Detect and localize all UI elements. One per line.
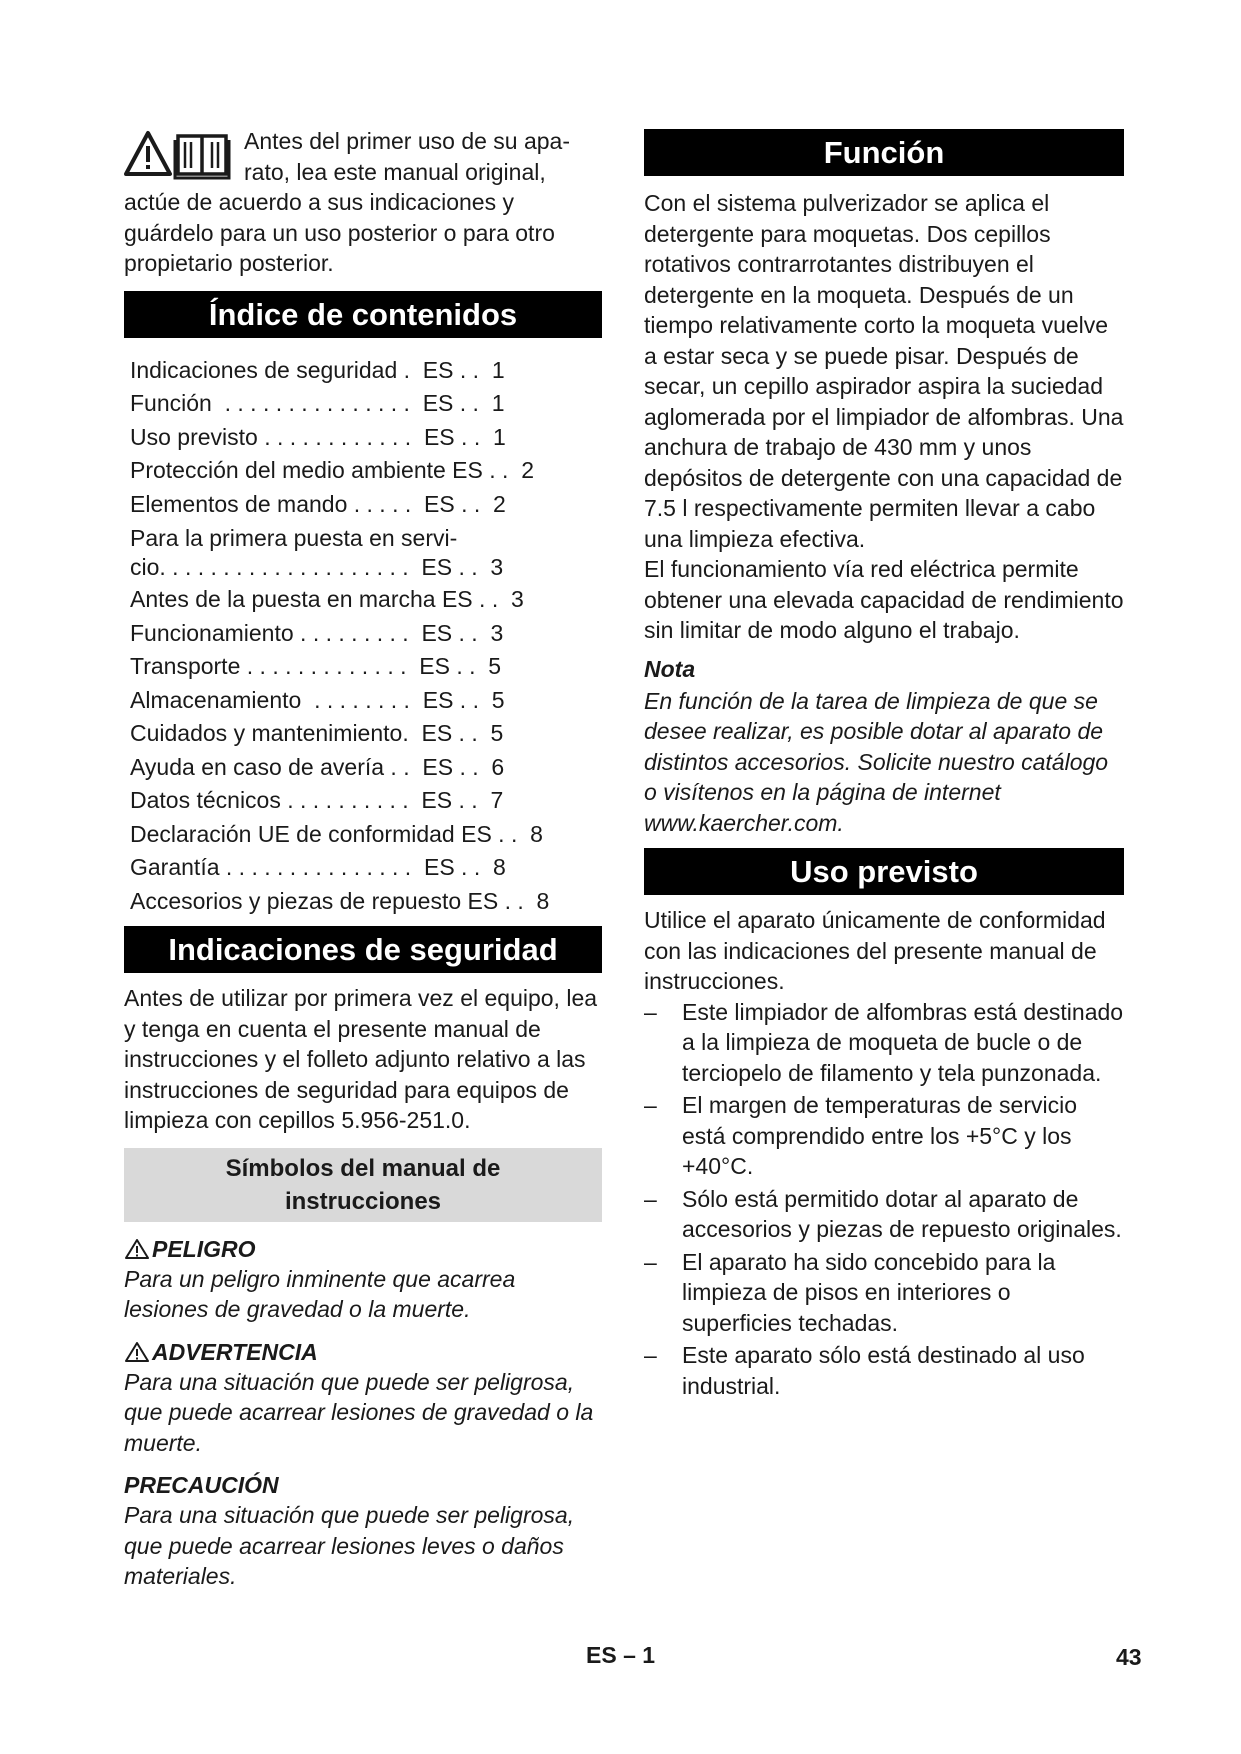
note-heading [644,654,1124,684]
peligro-text: Para un peligro inminente que acarrea lesiones de gravedad o la muerte. [124,1265,516,1322]
advertencia-label: ADVERTENCIA [152,1338,318,1365]
warning-triangle-icon [124,1238,150,1260]
intro-line-2: rato, lea este manual original, [244,158,546,185]
toc-entry[interactable]: Almacenamiento . . . . . . . . ES . . 5 [130,686,505,713]
safety-body: Antes de utilizar por primera vez el equipo, lea y tenga en cuenta el presente manual de instrucciones y el folleto adjunto relativo a las instrucciones de seguridad para equipos de limpieza con cepillos 5.956-251.0. [124,985,598,1133]
precaucion-label: PRECAUCIÓN [124,1472,279,1498]
toc-entry[interactable]: Transporte . . . . . . . . . . . . . ES . . 5 [130,653,502,679]
toc-entry[interactable]: Indicaciones de seguridad . ES . . 1 [130,356,505,383]
symbols-title-line2: instrucciones [284,1187,442,1215]
warning-manual-icon [124,130,232,180]
function-p2: El funcionamiento vía red eléctrica permite obtener una elevada capacidad de rendimiento sin limitar de modo alguno el trabajo. [644,556,1124,643]
symbols-title-line1: Símbolos del manual de [225,1154,501,1182]
toc-title: Índice de contenidos [124,291,602,338]
note-label: Nota [644,655,696,682]
advertencia-heading [124,1337,602,1367]
safety-title: Indicaciones de seguridad [124,926,602,973]
toc-entry[interactable]: Ayuda en caso de avería . . ES . . 6 [130,753,505,780]
function-title: Función [644,129,1124,176]
list-item: – Este limpiador de alfombras está destinado a la limpieza de moqueta de bucle o de terciopelo de filamento y tela punzonada. [644,997,1124,1089]
intro-line-1: Antes del primer uso de su apa- [244,128,571,154]
right-column [644,129,1124,1403]
warning-triangle-icon [124,1341,150,1363]
page-number: 43 [1116,1644,1142,1670]
symbols-title [124,1148,602,1222]
precaucion-text: Para una situación que puede ser peligrosa, que puede acarrear lesiones leves o daños materiales. [124,1502,575,1589]
section-page-label: ES – 1 [586,1642,656,1668]
intro-rest: actúe de acuerdo a sus indicaciones y guárdelo para un uso posterior o para otro propietario posterior. [124,189,555,276]
intro-block [124,126,602,279]
list-item: – El margen de temperaturas de servicio está comprendido entre los +5°C y los +40°C. [644,1090,1124,1182]
toc-entry[interactable]: Funcionamiento . . . . . . . . . ES . . 3 [130,619,504,646]
use-list [644,997,1124,1402]
list-item: – El aparato ha sido concebido para la limpieza de pisos en interiores o superficies techadas. [644,1247,1124,1339]
peligro-heading [124,1234,602,1264]
toc-entry[interactable]: Cuidados y mantenimiento. ES . . 5 [130,720,504,746]
precaucion-heading [124,1470,602,1500]
toc-entry[interactable]: Accesorios y piezas de repuesto ES . . 8 [130,887,550,914]
toc-entry[interactable]: Uso previsto . . . . . . . . . . . . ES . . 1 [130,423,506,450]
toc-entry[interactable]: Antes de la puesta en marcha ES . . 3 [130,586,524,612]
toc-entry[interactable]: Elementos de mando . . . . . ES . . 2 [130,490,506,517]
toc-entry[interactable]: Protección del medio ambiente ES . . 2 [130,457,534,483]
peligro-label: PELIGRO [152,1235,256,1262]
left-column [124,126,602,1592]
toc-list [124,354,602,919]
function-p1: Con el sistema pulverizador se aplica el detergente para moquetas. Dos cepillos rotativos contrarrotantes distribuyen el detergente en la moqueta. Después de un tiempo relativamente corto la moqueta vuelve a estar seca y se puede pisar. Después de secar, un cepillo aspirador aspira la suciedad aglomerada por el limpiador de alfombras. Una anchura de trabajo de 430 mm y unos depósitos de detergente con una capacidad de 7.5 l respectivamente permiten llevar a cabo una limpieza efectiva. [644,190,1124,552]
use-intro: Utilice el aparato únicamente de conformidad con las indicaciones del presente manual de instrucciones. [644,907,1106,994]
list-item: – Sólo está permitido dotar al aparato de accesorios y piezas de repuesto originales. [644,1184,1124,1245]
toc-entry[interactable]: Datos técnicos . . . . . . . . . . ES . . 7 [130,787,504,813]
note-text: En función de la tarea de limpieza de que se desee realizar, es posible dotar al aparato de distintos accesorios. Solicite nuestro catálogo o visítenos en la página de internet www.kaercher.com. [644,687,1109,836]
list-item: – Este aparato sólo está destinado al uso industrial. [644,1340,1124,1401]
advertencia-text: Para una situación que puede ser peligrosa, que puede acarrear lesiones de gravedad o la muerte. [124,1368,594,1456]
use-title: Uso previsto [644,848,1124,895]
toc-entry[interactable]: Para la primera puesta en servi- [130,525,458,551]
toc-entry[interactable]: Declaración UE de conformidad ES . . 8 [130,820,543,847]
toc-entry[interactable]: cio. . . . . . . . . . . . . . . . . . . . ES . . 3 [130,554,504,580]
toc-entry[interactable]: Garantía . . . . . . . . . . . . . . . ES . . 8 [130,854,506,880]
toc-entry[interactable]: Función . . . . . . . . . . . . . . . ES . . 1 [130,390,505,416]
